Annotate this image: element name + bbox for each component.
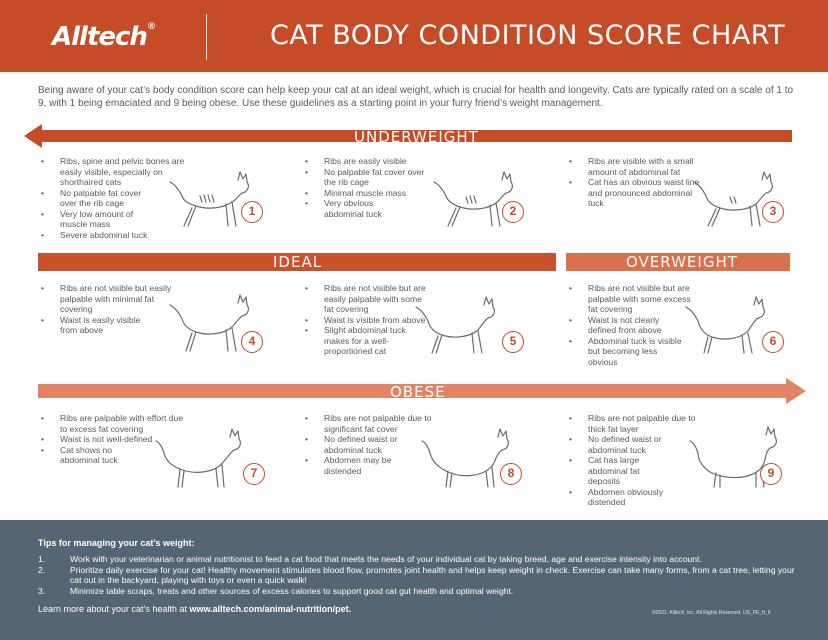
score-6-bullets	[566, 283, 700, 367]
heavier-cat-icon	[418, 421, 518, 496]
bullet-item: • Cat shows no abdominal tuck	[38, 445, 148, 466]
logo-text: Alltech	[52, 22, 147, 52]
bullet-item: • Abdomen may be distended	[302, 455, 412, 476]
score-9-badge: 9	[760, 463, 782, 485]
score-1-cell	[38, 156, 278, 246]
score-4-badge: 4	[241, 331, 263, 353]
score-2-cell	[302, 156, 542, 246]
header-bar	[0, 0, 828, 72]
learn-more-prefix: Learn more about your cat’s health at	[38, 604, 190, 614]
score-9-cell	[566, 413, 806, 513]
heavy-cat-icon	[150, 421, 250, 496]
bullet-item: • Cat has an obvious waist line and pronounced abdominal tuck	[566, 177, 700, 209]
page-title: CAT BODY CONDITION SCORE CHART	[270, 20, 786, 51]
bullet-item: • Ribs are visible with a small amount of abdominal fat	[566, 156, 700, 177]
bullet-item: • Ribs are not visible but easily palpable with minimal fat covering	[38, 283, 172, 315]
ideal-cat-icon	[412, 291, 502, 361]
score-8-badge: 8	[500, 463, 522, 485]
score-3-cell	[566, 156, 806, 246]
tip-number: 3.	[38, 585, 46, 596]
bullet-item: • Ribs are easily visible	[302, 156, 442, 167]
bullet-item: • Abdominal tuck is visible but becoming less obvious	[566, 336, 688, 368]
bullet-item: • Waist is easily visible from above	[38, 315, 158, 336]
tip-item	[38, 554, 798, 565]
bullet-item: • Ribs, spine and pelvic bones are easily visible, especially on shorthaired cats	[38, 156, 198, 188]
obese-band	[38, 378, 806, 404]
bullet-item: • Abdomen obviously distended	[566, 487, 670, 508]
score-7-cell	[38, 413, 278, 513]
score-2-bullets	[302, 156, 442, 219]
obese-label: OBESE	[390, 383, 446, 401]
score-6-badge: 6	[762, 331, 784, 353]
overweight-cat-icon	[682, 291, 772, 361]
tip-number: 1.	[38, 554, 46, 564]
tip-number: 2.	[38, 564, 46, 575]
bullet-item: • Waist is visible from above	[302, 315, 432, 326]
underweight-band	[24, 124, 792, 148]
overweight-band	[566, 253, 790, 271]
overweight-label: OVERWEIGHT	[626, 253, 738, 271]
score-9-bullets	[566, 413, 696, 508]
bullet-item: • Waist is not well-defined	[38, 434, 188, 445]
bullet-item: • Slight abdominal tuck makes for a well-proportioned cat	[302, 325, 422, 357]
slender-cat-icon	[690, 166, 780, 236]
tip-text: Prioritize daily exercise for your cat! Healthy movement stimulates blood flow, promotes joint health and helps keep weight in check. Exercise can take many forms, from a cat tree, letting your cat out in the backyard, playing with toys or even a quick walk!	[70, 564, 795, 585]
intro-paragraph: Being aware of your cat’s body condition score can help keep your cat at an ideal weight, which is crucial for health and longevity. Cats are typically rated on a scale of 1 to 9, with 1 being emaciated and 9 being obese. Use these guidelines as a starting point in your furry friend’s weight management.	[38, 85, 794, 109]
learn-more-link[interactable]: www.alltech.com/animal-nutrition/pet.	[189, 604, 352, 614]
bullet-item: • Ribs are not visible but are palpable with some excess fat covering	[566, 283, 700, 315]
tip-text: Work with your veterinarian or animal nutritionist to feed a cat food that meets the needs of your individual cat by taking breed, age and exercise intensity into account.	[70, 554, 702, 564]
score-5-cell	[302, 283, 542, 373]
bullet-item: • Cat has large abdominal fat deposits	[566, 455, 662, 487]
score-4-bullets	[38, 283, 172, 336]
tips-footer	[0, 520, 828, 640]
score-3-badge: 3	[762, 201, 784, 223]
tip-item	[38, 586, 798, 597]
tips-list	[38, 554, 798, 596]
bullet-item: • No palpable fat cover over the rib cage	[38, 188, 158, 209]
bullet-item: • Ribs are not palpable due to significant fat cover	[302, 413, 442, 434]
bullet-item: • Waist is not clearly defined from above	[566, 315, 688, 336]
score-4-cell	[38, 283, 278, 373]
alltech-logo[interactable]	[52, 22, 155, 52]
bullet-item: • Severe abdominal tuck	[38, 230, 198, 241]
copyright-notice: ©2021. Alltech, Inc. All Rights Reserved. US_PE_ft_5	[652, 610, 771, 616]
bullet-item: • Very obvious abdominal tuck	[302, 198, 412, 219]
bullet-item: • Very low amount of muscle mass	[38, 209, 158, 230]
header-divider	[206, 14, 207, 60]
bullet-item: • Ribs are not palpable due to thick fat layer	[566, 413, 696, 434]
learn-more-line	[38, 604, 351, 614]
score-5-badge: 5	[502, 331, 524, 353]
score-1-badge: 1	[241, 201, 263, 223]
tip-text: Minimize table scraps, treats and other sources of excess calories to support good cat gut health and optimal weight.	[70, 585, 514, 596]
ideal-label: IDEAL	[273, 253, 323, 271]
bullet-item: • Ribs are not visible but are easily palpable with some fat covering	[302, 283, 432, 315]
bullet-item: • Minimal muscle mass	[302, 188, 442, 199]
bullet-item: • No defined waist or abdominal tuck	[302, 434, 418, 455]
bullet-item: • No palpable fat cover over the rib cage	[302, 167, 432, 188]
bullet-item: • No defined waist or abdominal tuck	[566, 434, 676, 455]
score-6-cell	[566, 283, 806, 373]
thin-cat-icon	[166, 166, 256, 236]
logo-registered-mark: ®	[146, 22, 155, 32]
score-7-badge: 7	[243, 463, 265, 485]
lean-cat-icon	[430, 166, 520, 236]
tip-item	[38, 565, 798, 586]
score-2-badge: 2	[502, 201, 524, 223]
score-3-bullets	[566, 156, 700, 209]
underweight-label: UNDERWEIGHT	[354, 128, 479, 146]
ideal-band	[38, 253, 556, 271]
score-8-cell	[302, 413, 542, 513]
tips-title: Tips for managing your cat’s weight:	[38, 538, 195, 548]
bullet-item: • Ribs are palpable with effort due to excess fat covering	[38, 413, 188, 434]
